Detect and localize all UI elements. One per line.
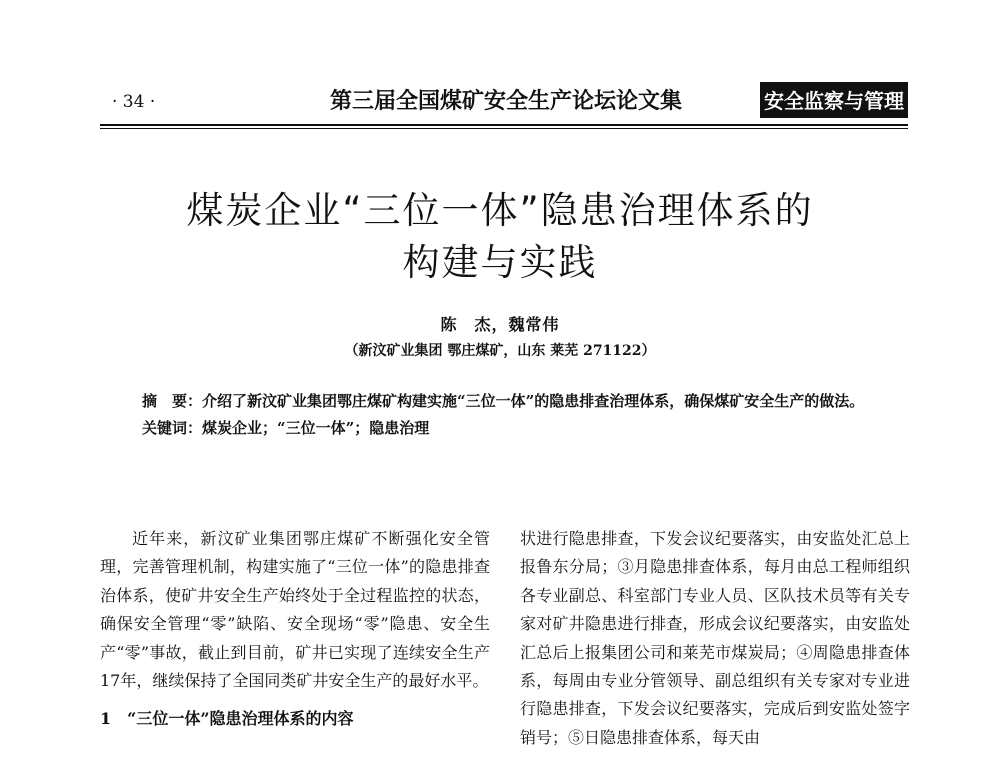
abstract-text: 介绍了新汶矿业集团鄂庄煤矿构建实施“三位一体”的隐患排查治理体系，确保煤矿安全生产的做法。 <box>202 392 865 410</box>
section-tag: 安全监察与管理 <box>760 82 908 118</box>
article-title-line1: 煤炭企业“三位一体”隐患治理体系的 <box>186 189 814 232</box>
article-title-line2: 构建与实践 <box>402 241 598 284</box>
keywords-text: 煤炭企业；“三位一体”；隐患治理 <box>202 419 430 437</box>
authors: 陈 杰，魏常伟 <box>440 315 560 334</box>
header-rule <box>100 124 908 126</box>
affiliation: （新汶矿业集团 鄂庄煤矿，山东 莱芜 271122） <box>344 343 656 359</box>
journal-title: 第三届全国煤矿安全生产论坛论文集 <box>330 89 683 114</box>
abstract <box>142 388 882 415</box>
section-heading: 1 “三位一体”隐患治理体系的内容 <box>100 709 354 729</box>
body-paragraph-continued: 状进行隐患排查，下发会议纪要落实，由安监处汇总上报鲁东分局；③月隐患排查体系，每月由总工程师组织各专业副总、科室部门专业人员、区队技术员等有关专家对矿井隐患进行排查，形成会议纪要落实，由安监处汇总后上报集团公司和莱芜市煤炭局；④周隐患排查体系，每周由专业分管领导、副总组织有关专家对专业进行隐患排查，下发会议纪要落实，完成后到安监处签字销号；⑤日隐患排查体系，每天由 <box>520 529 910 747</box>
body-column-left <box>100 525 490 734</box>
page-number: · 34 · <box>112 92 156 112</box>
body-column-right <box>520 525 910 752</box>
abstract-label: 摘 要： <box>142 392 203 410</box>
keywords <box>142 415 882 442</box>
abstract-block <box>142 388 882 442</box>
body-paragraph: 近年来，新汶矿业集团鄂庄煤矿不断强化安全管理，完善管理机制，构建实施了“三位一体”的隐患排查治体系，使矿井安全生产始终处于全过程监控的状态，确保安全管理“零”缺陷、安全现场“零”隐患、安全生产“零”事故，截止到目前，矿井已实现了连续安全生产17年，继续保持了全国同类矿井安全生产的最好水平。 <box>100 529 490 691</box>
running-header <box>100 78 908 124</box>
header-rule-thin <box>100 128 908 129</box>
keywords-label: 关键词： <box>142 419 203 437</box>
